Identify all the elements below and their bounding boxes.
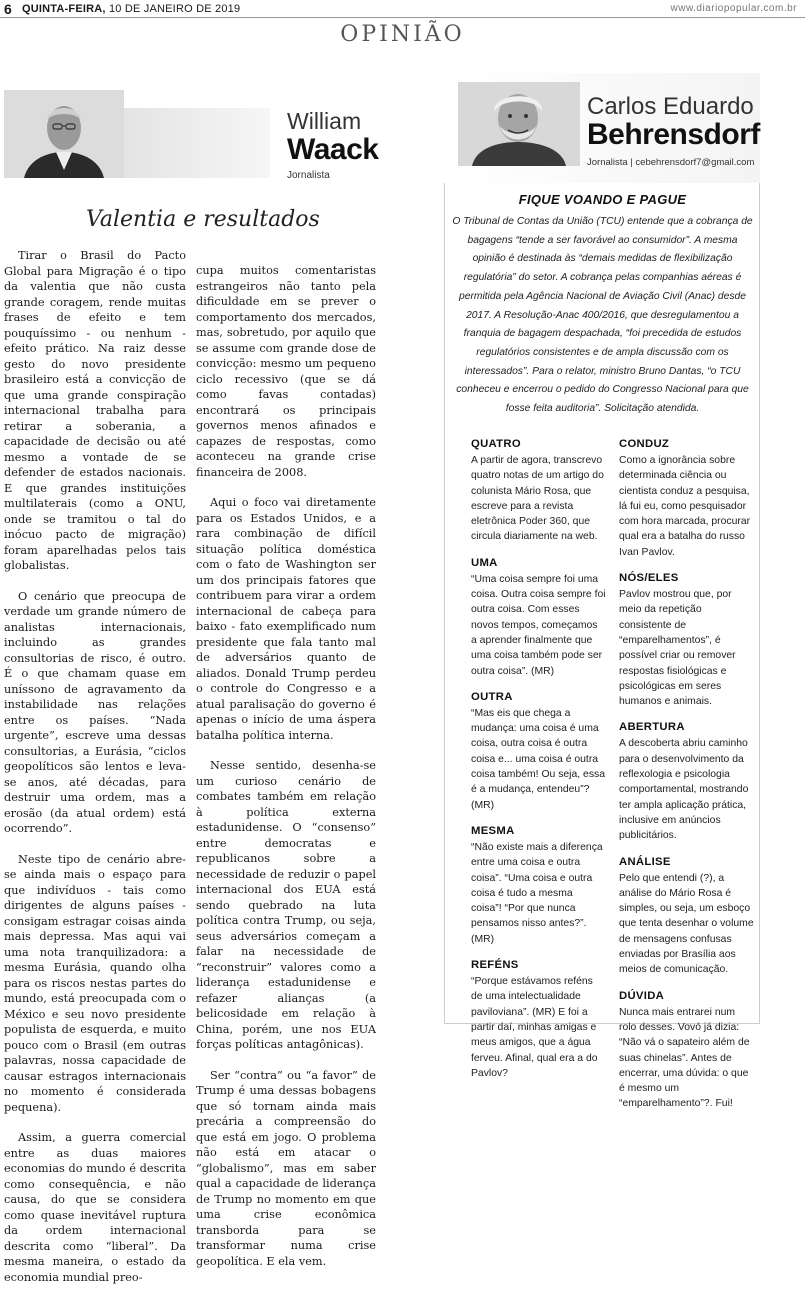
- page-number: 6: [4, 1, 12, 17]
- author-photo-waack: [4, 90, 124, 178]
- note-heading: DÚVIDA: [619, 989, 665, 1002]
- paragraph: cupa muitos comentaristas estrangeiros não tanto pela dificuldade em se prever o comportamento dos mercados, mas, sobretudo, por aquilo que se assume com grande dose de convicção: mesmo um pequeno ciclo recessivo (que se dá como favas contadas) encontrará os principais governos menos afinados e capazes de respostas, como aconteceu na grande crise financeira de 2008.: [196, 264, 376, 479]
- note: [471, 438, 606, 545]
- note-heading: NÓS/ELES: [619, 572, 679, 585]
- notes-column-left: [471, 438, 606, 1093]
- article-title: Valentia e resultados: [86, 207, 320, 232]
- section-title: OPINIÃO: [340, 22, 465, 47]
- author-photo-backdrop: [124, 108, 270, 178]
- note-body: A partir de agora, transcrevo quatro notas de um artigo do colunista Mário Rosa, que escreve para a revista eletrônica Poder 360, que circula diariamente na web.: [471, 455, 604, 543]
- header-divider: [0, 17, 805, 18]
- note-body: “Uma coisa sempre foi uma coisa. Outra coisa sempre foi outra coisa. Com esses novos tempos, começamos a aprender finalmente que uma coisa também pode ser outra coisa”. (MR): [471, 573, 606, 677]
- note: [619, 721, 754, 843]
- note: [471, 825, 606, 947]
- note: [619, 438, 754, 560]
- note-body: “Não existe mais a diferença entre uma coisa e outra coisa”. “Uma coisa e outra coisa é tudo a mesma coisa”! “Por que nunca pensamos nisso antes?”. (MR): [471, 841, 603, 945]
- paragraph: Aqui o foco vai diretamente para os Estados Unidos, e a rara combinação de difícil situação política doméstica com o fato de Washington ser um dos principais fatores que contribuem para virar a ordem internacional de cabeça para baixo - fato exemplificado num presidente que fala tanto mal de adversários quanto de aliados. Donald Trump perdeu o controle do Congresso e a atual paralisação do governo é apenas o início de uma áspera batalha política interna.: [196, 496, 376, 742]
- note: [619, 572, 754, 709]
- note-body: Pavlov mostrou que, por meio da repetição consistente de “emparelhamentos”, é possível criar ou remover respostas fisiológicas e psicológicas em seres humanos e animais.: [619, 589, 736, 708]
- paragraph: O cenário que preocupa de verdade um grande número de analistas internacionais, incluindo as grandes consultorias de risco, é outro. É o que chamam quase em uníssono de agravamento da instabilidade nas relações entre os países. “Nada urgente”, escreve uma dessas consultorias, a Eurásia, “ciclos geopolíticos são lentos e leva-se anos, até décadas, para destruir uma ordem, mas a erosão (da atual ordem) está ocorrendo”.: [4, 589, 186, 835]
- author-last-name: Behrensdorf: [587, 118, 760, 151]
- note-body: “Porque estávamos reféns de uma intelectualidade paviloviana”. (MR) E foi a partir daí, minhas amigas e meus amigos, que a água ferveu. Afinal, qual era a do Pavlov?: [471, 976, 598, 1079]
- paragraph: Neste tipo de cenário abre-se ainda mais o espaço para que indivíduos - tais como dirigentes de alguns países - consigam estragar coisas ainda mais depressa. Mas aqui vai uma nota tranquilizadora: a mesma Eurásia, quando olha para os riscos nestas partes do mundo, está preocupada com o México e seu novo presidente populista de esquerda, e muito pouco com o Brasil (em outras palavras, nossa capacidade de causar estragos internacionais no momento é considerada pequena).: [4, 852, 186, 1114]
- note-heading: REFÉNS: [471, 959, 519, 972]
- article-column-2: [196, 263, 376, 1284]
- author-first-name: Carlos Eduardo: [587, 93, 754, 120]
- box-text: O Tribunal de Contas da União (TCU) entende que a cobrança de bagagens “tende a ser favorável ao consumidor”. A mesma opinião é destinada às “demais medidas de flexibilização regulatória” do setor. A cobrança pelas companhias aéreas é permitida pela Agência Nacional de Aviação Civil (Anac) desde 2017. A Resolução-Anac 400/2016, que desregulamentou a franquia de bagagem despachada, “foi precedida de estudos regulatórios consistentes e de ampla discussão com os interessados”. Para o relator, ministro Bruno Dantas, “o TCU conheceu e encerrou o pedido do Congresso Nacional para que fosse feita auditoria”. Solicitação atendida.: [452, 216, 753, 415]
- note-heading: MESMA: [471, 824, 515, 837]
- site-url[interactable]: www.diariopopular.com.br: [670, 3, 797, 14]
- note: [471, 959, 606, 1081]
- paragraph: Tirar o Brasil do Pacto Global para Migração é o tipo da valentia que não custa grande coragem, rende muitas frases de efeito e tem pouquíssimo - ou nenhum - efeito prático. Na raiz desse gesto do novo presidente brasileiro está a convicção de que uma grande conspiração internacional trabalha para retirar a soberania, a capacidade de decisão ou até mesmo a vontade de se defender de estados nacionais. E que grandes instituições multilaterais (como a ONU, onde se tramitou o tal do inócuo pacto de migração) foram aparelhadas pelos tais globalistas.: [4, 249, 186, 572]
- note-body: A descoberta abriu caminho para o desenvolvimento da reflexologia e psicologia comportamental, mostrando ter ampla aplicação prática, inclusive em anúncios publicitários.: [619, 738, 749, 842]
- note: [619, 990, 754, 1112]
- author-contact[interactable]: Jornalista | cebehrensdorf7@gmail.com: [587, 157, 755, 168]
- note: [471, 557, 606, 679]
- note-heading: QUATRO: [471, 438, 521, 450]
- note-body: Pelo que entendi (?), a análise do Mário Rosa é simples, ou seja, um esboço que tenta desenhar o volume de mensagens confusas enviadas por Brasília aos meios de comunicação.: [619, 872, 754, 976]
- note-body: “Mas eis que chega a mudança: uma coisa é uma coisa, outra coisa é outra coisa e... uma coisa é outra coisa também! Ou seja, essa é a mudança, entendeu”? (MR): [471, 707, 605, 811]
- weekday: QUINTA-FEIRA,: [22, 3, 106, 15]
- note: [619, 856, 754, 978]
- note-heading: ABERTURA: [619, 721, 685, 734]
- date: 10 DE JANEIRO DE 2019: [108, 3, 241, 15]
- paragraph: Nesse sentido, desenha-se um curioso cenário de combates também em relação à política externa estadunidense. O “consenso” entre democratas e republicanos sobre a necessidade de reduzir o papel internacional dos EUA está sendo quebrado na luta política contra Trump, ou seja, seus adversários começam a falar na necessidade de “reconstruir” valores como a liderança estadunidense e refazer alianças (a belicosidade em relação à China, porém, une nos EUA forças políticas antagônicas).: [196, 759, 376, 1051]
- author-role: Jornalista: [287, 170, 330, 181]
- author-last-name: Waack: [287, 133, 379, 166]
- author-photo-behrensdorf: [458, 82, 580, 166]
- date-line: [22, 3, 240, 15]
- note-body: Como a ignorância sobre determinada ciência ou cientista conduz a pesquisa, lá fui eu, como pesquisador com hora marcada, procurar qual era a batalha do russo Ivan Pavlov.: [619, 455, 751, 558]
- note-heading: CONDUZ: [619, 438, 670, 450]
- note-heading: UMA: [471, 556, 498, 569]
- note-body: Nunca mais entrarei num rolo desses. Vovó já dizia: “Não vá o sapateiro além de suas chinelas”. Antes de encerrar, uma dúvida: o que é mesmo um “emparelhamento”?. Fui!: [619, 1006, 750, 1110]
- paragraph: Assim, a guerra comercial entre as duas maiores economias do mundo é descrita como consequência, e não causa, do que se considera como quase inevitável ruptura da ordem internacional descrita como “liberal”. Da mesma maneira, o estado da economia mundial preo-: [4, 1131, 186, 1284]
- notes-column-right: [619, 438, 754, 1124]
- note-heading: ANÁLISE: [619, 855, 671, 868]
- note: [471, 691, 606, 813]
- article-column-1: [4, 248, 186, 1300]
- paragraph: Ser “contra” ou “a favor” de Trump é uma dessas bobagens que só tornam ainda mais precária a compreensão do que está em jogo. O problema não está em atacar o “globalismo”, mas em saber qual a capacidade de liderança de Trump no momento em que uma crise econômica transborda para se transformar numa crise geopolítica. E ela vem.: [196, 1068, 376, 1268]
- note-heading: OUTRA: [471, 690, 513, 703]
- author-first-name: William: [287, 108, 362, 134]
- box-title: FIQUE VOANDO E PAGUE: [518, 192, 687, 207]
